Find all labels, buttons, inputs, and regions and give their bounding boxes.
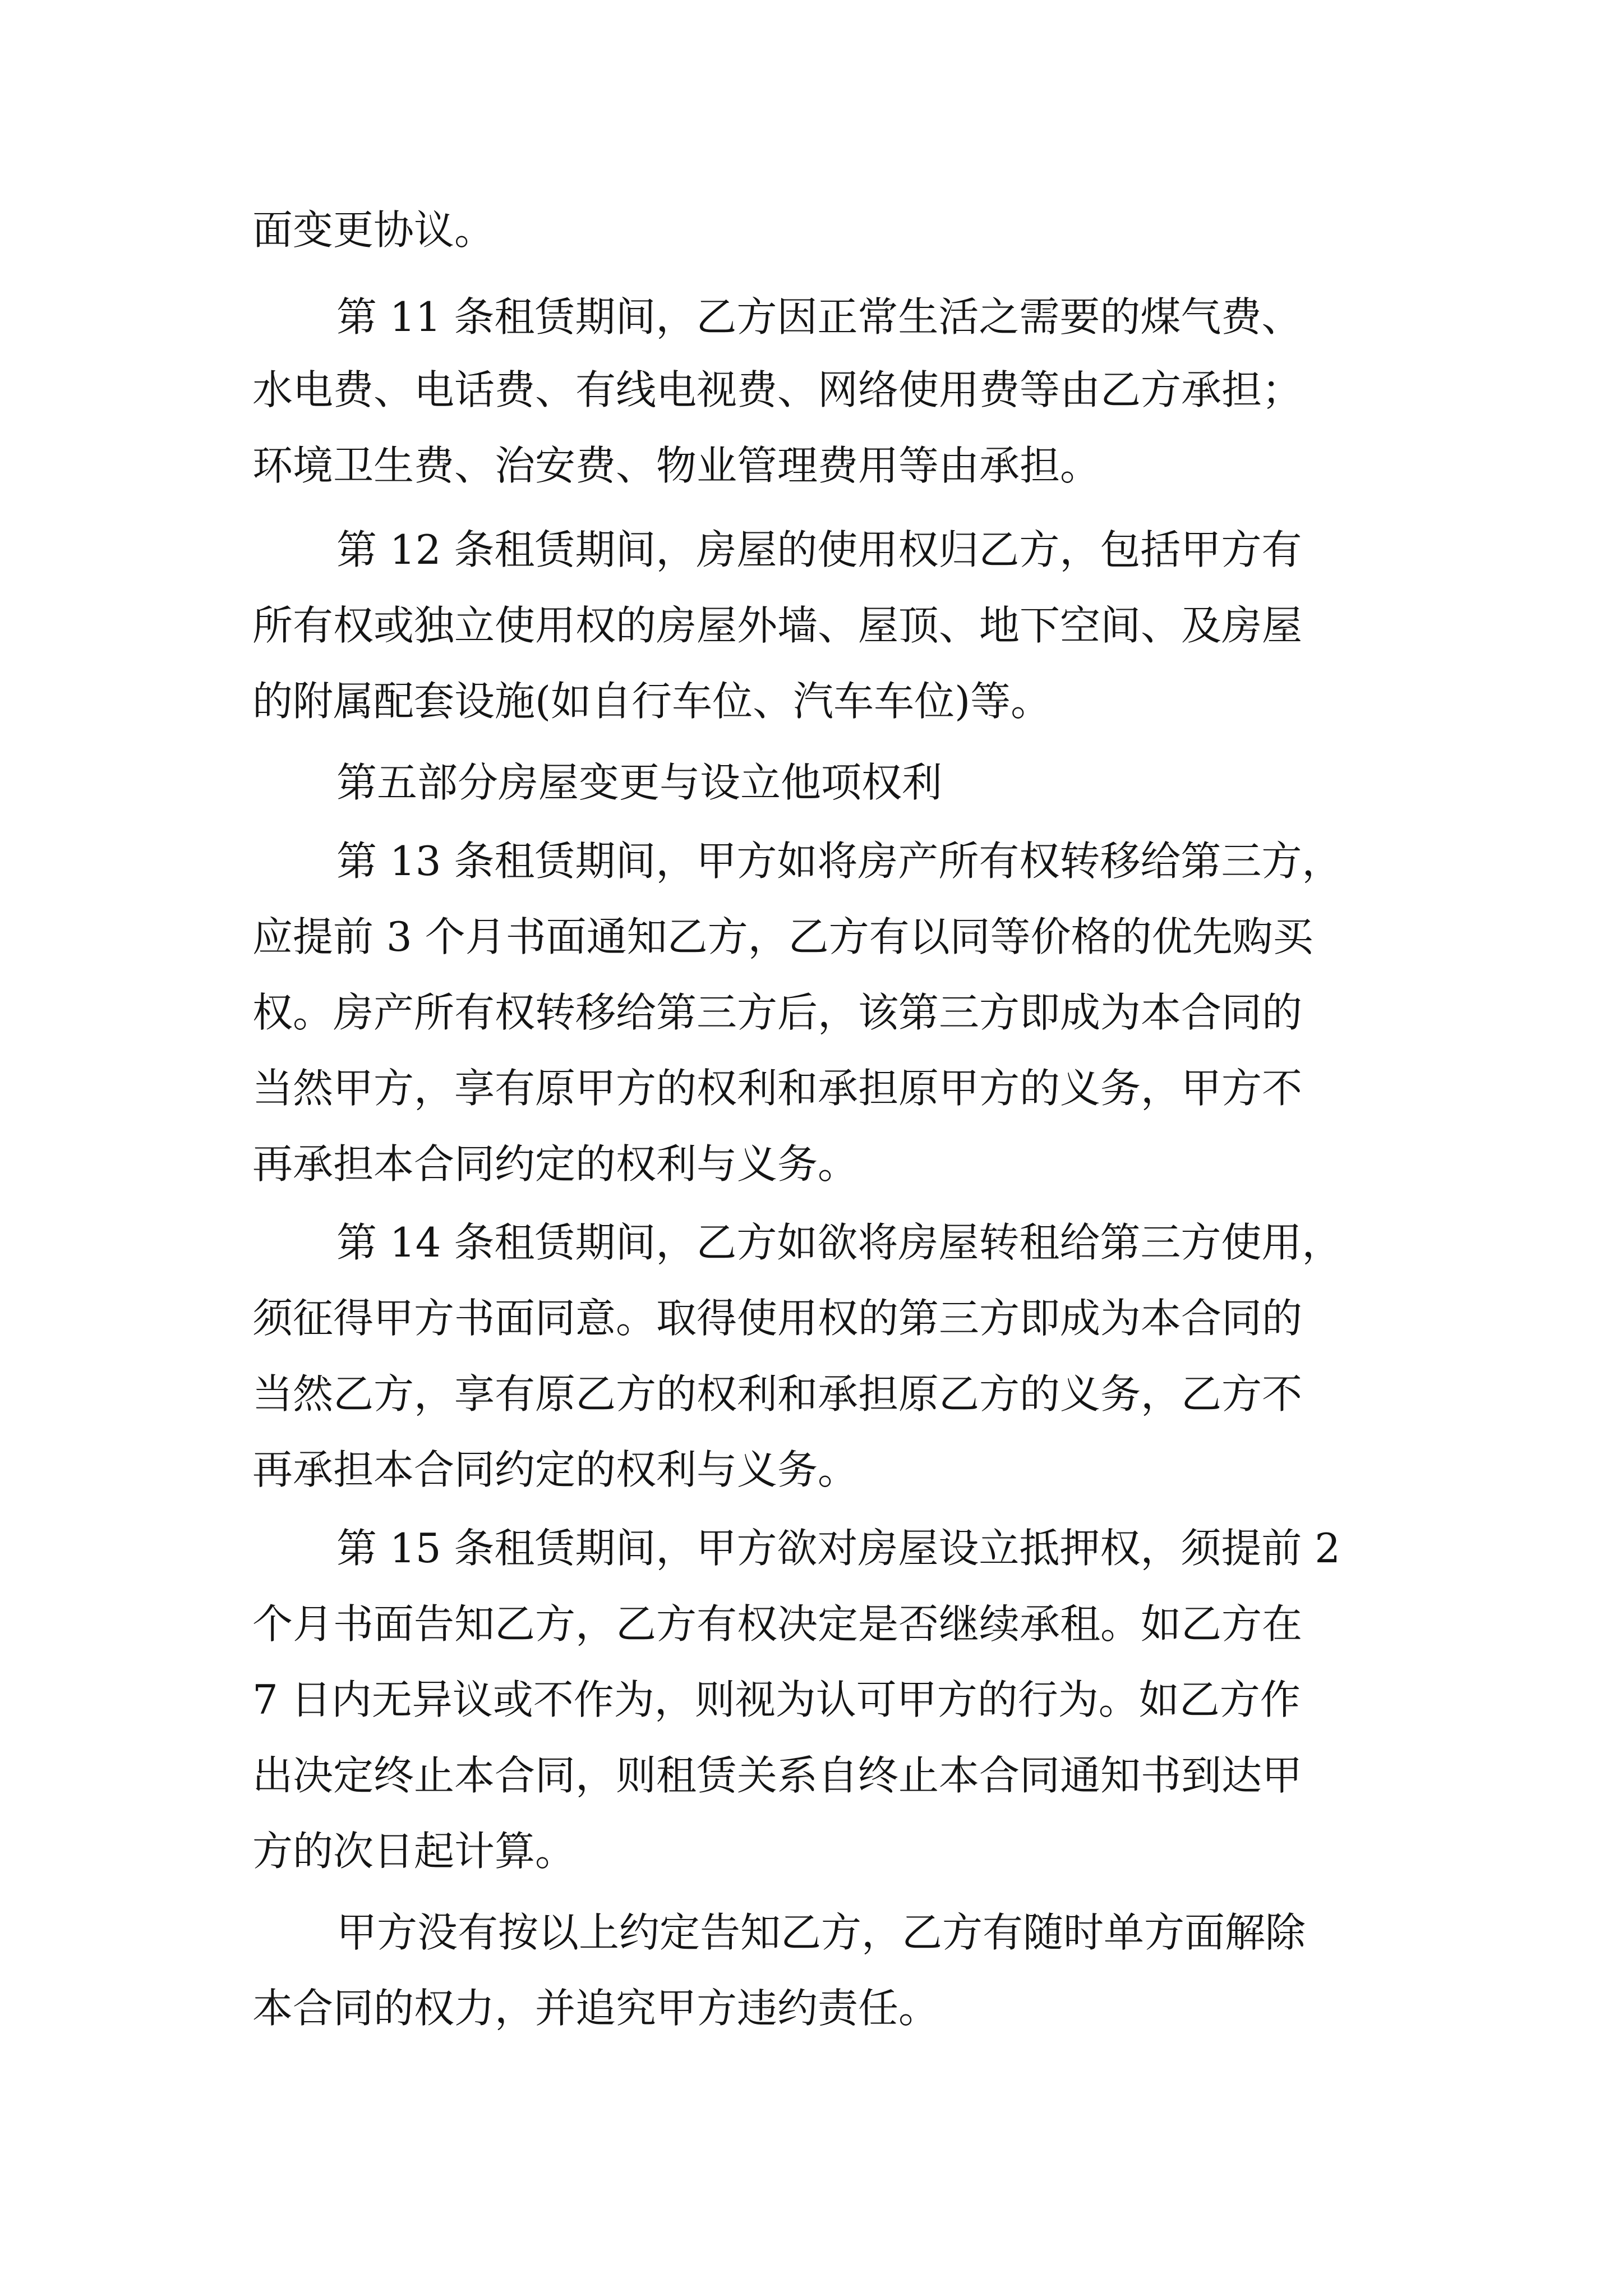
text-line: 再承担本合同约定的权利与义务。 (252, 1446, 859, 1493)
text-line: 当然乙方，享有原乙方的权利和承担原乙方的义务，乙方不 (252, 1370, 1303, 1418)
text-line: 第 12 条租赁期间，房屋的使用权归乙方，包括甲方有 (336, 526, 1302, 573)
text-line: 再承担本合同约定的权利与义务。 (252, 1140, 859, 1188)
text-line: 所有权或独立使用权的房屋外墙、屋顶、地下空间、及房屋 (252, 602, 1303, 649)
text-line: 当然甲方，享有原甲方的权利和承担原甲方的义务，甲方不 (252, 1065, 1303, 1112)
text-line: 方的次日起计算。 (252, 1828, 576, 1875)
text-line: 第 13 条租赁期间，甲方如将房产所有权转移给第三方， (336, 838, 1343, 885)
text-line: 个月书面告知乙方，乙方有权决定是否继续承租。如乙方在 (252, 1600, 1303, 1648)
text-line: 第 15 条租赁期间，甲方欲对房屋设立抵押权，须提前 2 (336, 1525, 1341, 1572)
text-line: 环境卫生费、治安费、物业管理费用等由承担。 (252, 442, 1101, 489)
text-line: 的附属配套设施(如自行车位、汽车车位)等。 (252, 678, 1052, 725)
text-line: 出决定终止本合同，则租赁关系自终止本合同通知书到达甲 (252, 1752, 1303, 1799)
text-line: 面变更协议。 (252, 206, 495, 254)
text-line: 第 11 条租赁期间，乙方因正常生活之需要的煤气费、 (336, 293, 1302, 341)
text-line: 水电费、电话费、有线电视费、网络使用费等由乙方承担； (252, 366, 1303, 413)
text-line: 7 日内无异议或不作为，则视为认可甲方的行为。如乙方作 (252, 1676, 1301, 1723)
text-line: 甲方没有按以上约定告知乙方，乙方有随时单方面解除 (336, 1909, 1306, 1956)
section-heading: 第五部分房屋变更与设立他项权利 (336, 759, 943, 806)
text-line: 须征得甲方书面同意。取得使用权的第三方即成为本合同的 (252, 1295, 1303, 1342)
text-line: 权。房产所有权转移给第三方后，该第三方即成为本合同的 (252, 989, 1303, 1036)
text-line: 第 14 条租赁期间，乙方如欲将房屋转租给第三方使用， (336, 1219, 1343, 1266)
text-line: 本合同的权力，并追究甲方违约责任。 (252, 1985, 939, 2032)
text-line: 应提前 3 个月书面通知乙方，乙方有以同等价格的优先购买 (252, 913, 1313, 960)
